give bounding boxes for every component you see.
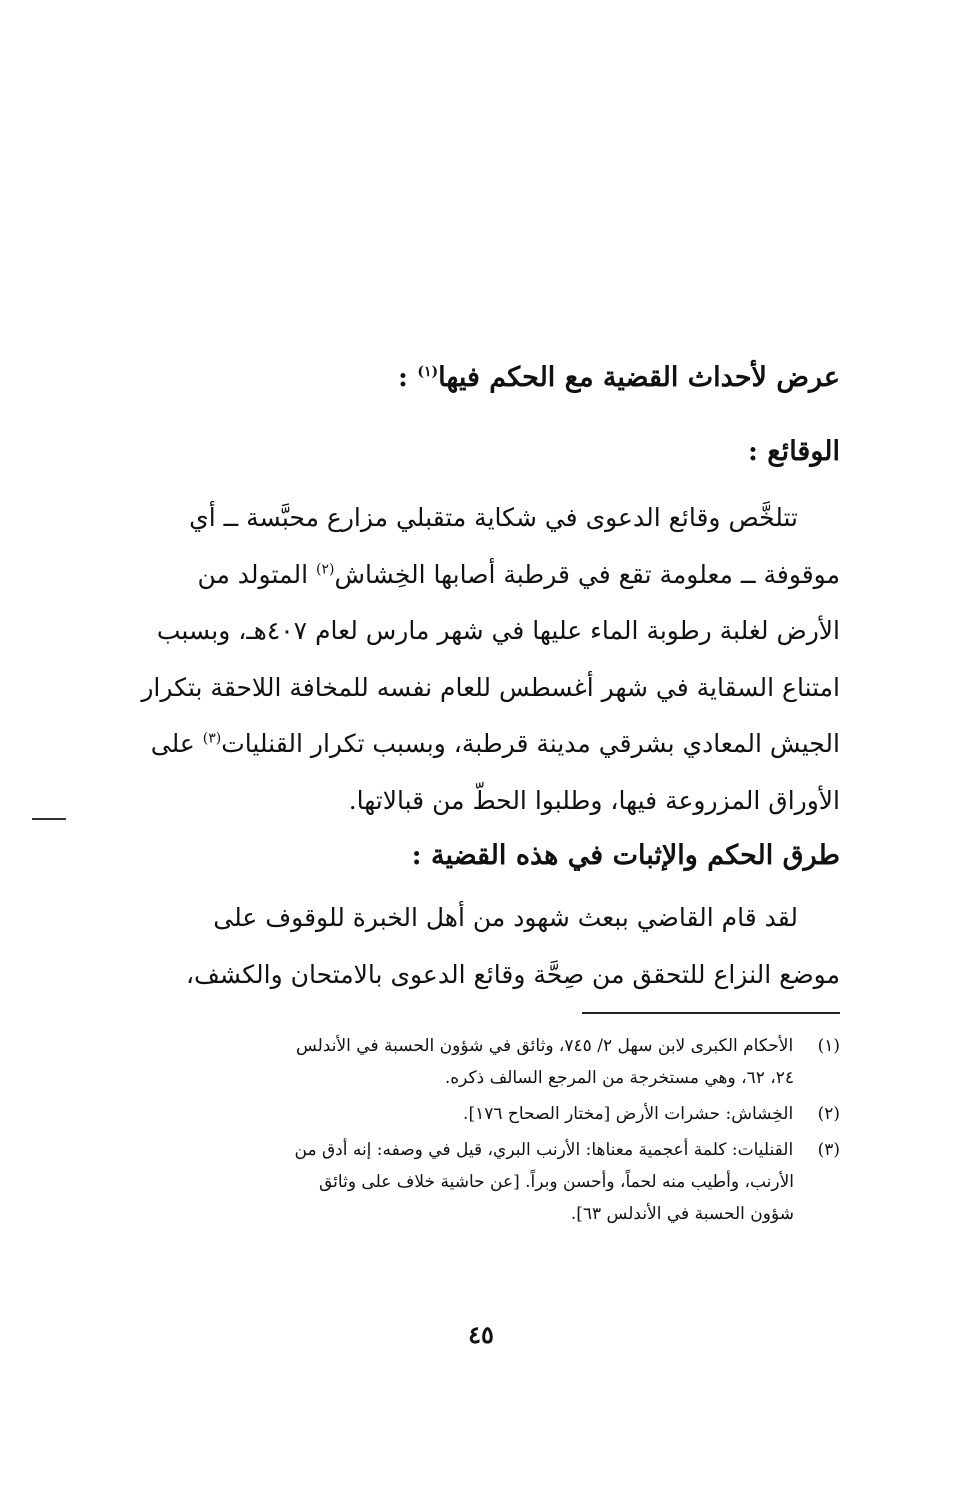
paragraph-line-text: الجيش المعادي بشرقي مدينة قرطبة، وبسبب تكرار القنليات bbox=[221, 729, 840, 758]
section-heading-facts: الوقائع : bbox=[747, 436, 840, 467]
footnote-number: (٣) bbox=[817, 1140, 840, 1160]
footnote-text: الخِشاش: حشرات الأرض [مختار الصحاح ١٧٦]. bbox=[463, 1104, 794, 1124]
paragraph-methods bbox=[140, 890, 840, 1003]
footnote-line bbox=[140, 1030, 840, 1062]
heading-colon: : bbox=[397, 362, 418, 393]
paragraph-line: امتناع السقاية في شهر أغسطس للعام نفسه للمخافة اللاحقة بتكرار bbox=[141, 672, 840, 702]
footnote-ref-1[interactable]: (١) bbox=[417, 364, 439, 380]
paragraph-line bbox=[140, 716, 840, 773]
footnote-text: الأحكام الكبرى لابن سهل ٢/ ٧٤٥، وثائق في شؤون الحسبة في الأندلس bbox=[295, 1036, 794, 1056]
paragraph-line: تتلخَّص وقائع الدعوى في شكاية متقبلي مزارع محبَّسة ــ أي bbox=[189, 503, 798, 532]
footnote-line: الأرنب، وأطيب منه لحماً، وأحسن وبراً. [عن حاشية خلاف على وثائق bbox=[319, 1172, 794, 1192]
footnote-ref-3[interactable]: (٣) bbox=[202, 730, 222, 747]
heading-text: عرض لأحداث القضية مع الحكم فيها bbox=[438, 362, 840, 393]
footnote-line bbox=[140, 1134, 840, 1166]
footnote-separator bbox=[582, 1012, 840, 1014]
paragraph-line bbox=[140, 547, 840, 604]
paragraph-line-tail: المتولد من bbox=[197, 559, 316, 589]
margin-mark bbox=[32, 818, 66, 820]
paragraph-facts bbox=[140, 490, 840, 829]
footnote-2 bbox=[140, 1098, 840, 1130]
paragraph-line: لقد قام القاضي ببعث شهود من أهل الخبرة للوقوف على bbox=[213, 903, 798, 932]
footnote-line bbox=[140, 1098, 840, 1130]
footnote-line: ٢٤، ٦٢، وهي مستخرجة من المرجع السالف ذكره. bbox=[444, 1068, 794, 1088]
footnote-ref-2[interactable]: (٢) bbox=[315, 561, 335, 578]
footnote-number: (١) bbox=[817, 1036, 840, 1056]
paragraph-line: موضع النزاع للتحقق من صِحَّة وقائع الدعوى بالامتحان والكشف، bbox=[185, 959, 840, 989]
footnotes bbox=[140, 1030, 840, 1230]
paragraph-line-text: موقوفة ــ معلومة تقع في قرطبة أصابها الخِشاش bbox=[334, 559, 840, 589]
footnote-3 bbox=[140, 1134, 840, 1230]
paragraph-line-tail: على bbox=[150, 729, 203, 758]
footnote-1 bbox=[140, 1030, 840, 1094]
footnote-text: القنليات: كلمة أعجمية معناها: الأرنب البري، قيل في وصفه: إنه أدق من bbox=[294, 1140, 794, 1160]
paragraph-line: الأرض لغلبة رطوبة الماء عليها في شهر مارس لعام ٤٠٧هـ، وبسبب bbox=[156, 616, 840, 645]
footnote-line: شؤون الحسبة في الأندلس ٦٣]. bbox=[570, 1204, 794, 1224]
footnote-number: (٢) bbox=[817, 1104, 840, 1124]
page-number: ٤٥ bbox=[468, 1320, 494, 1349]
section-heading-case-overview bbox=[120, 358, 840, 398]
section-heading-methods: طرق الحكم والإثبات في هذه القضية : bbox=[411, 840, 840, 871]
paragraph-line: الأوراق المزروعة فيها، وطلبوا الحطّ من قبالاتها. bbox=[348, 785, 840, 815]
